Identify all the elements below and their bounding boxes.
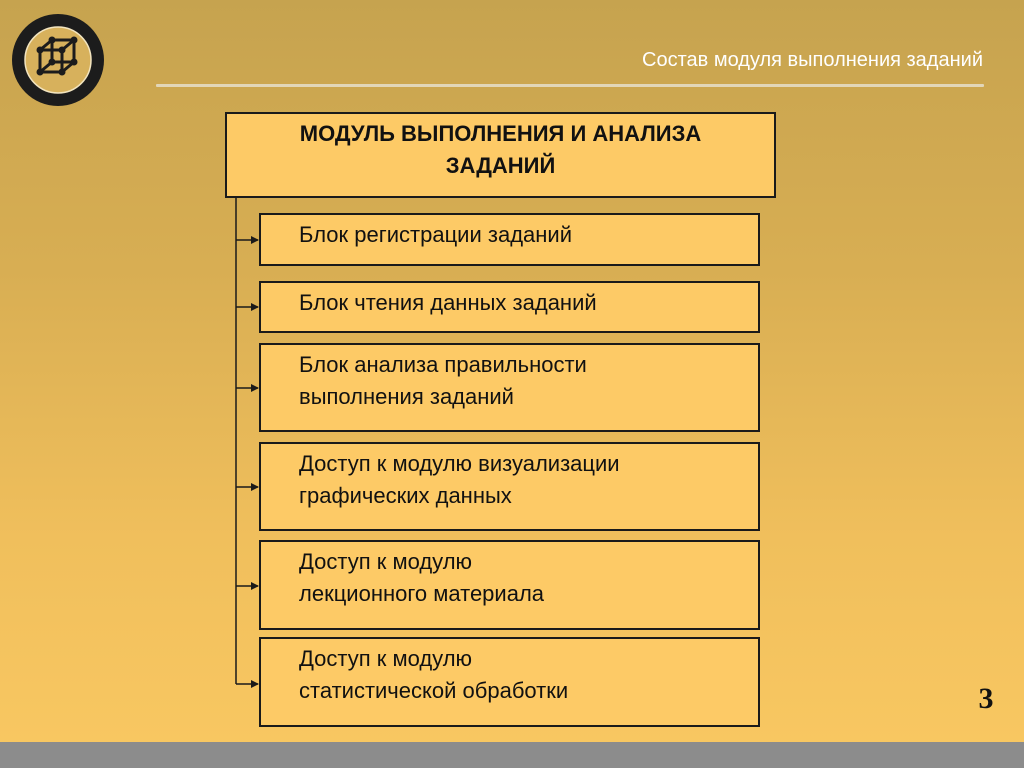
diagram-block-analysis: Блок анализа правильности выполнения заданий bbox=[259, 343, 760, 432]
diagram-block-statistics: Доступ к модулю статистической обработки bbox=[259, 637, 760, 727]
diagram-block-visualization: Доступ к модулю визуализации графических данных bbox=[259, 442, 760, 531]
footer-bar bbox=[0, 742, 1024, 768]
page-number: 3 bbox=[978, 682, 994, 715]
diagram-root-box: МОДУЛЬ ВЫПОЛНЕНИЯ И АНАЛИЗА ЗАДАНИЙ bbox=[225, 112, 776, 198]
diagram-block-registration: Блок регистрации заданий bbox=[259, 213, 760, 266]
diagram-block-lectures: Доступ к модулю лекционного материала bbox=[259, 540, 760, 630]
logo-emblem-icon bbox=[10, 12, 106, 108]
title-divider bbox=[156, 84, 984, 87]
department-logo bbox=[10, 12, 106, 108]
diagram-block-reading: Блок чтения данных заданий bbox=[259, 281, 760, 333]
slide-title: Состав модуля выполнения заданий bbox=[642, 49, 983, 71]
